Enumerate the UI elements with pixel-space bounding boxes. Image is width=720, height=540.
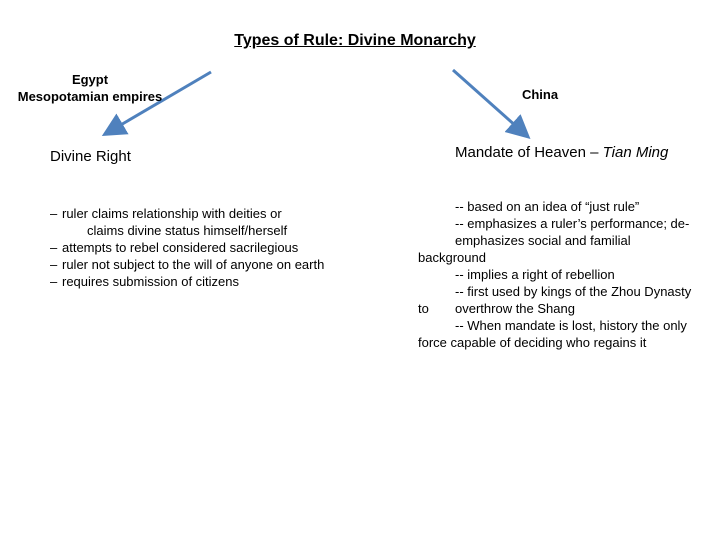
list-item xyxy=(50,205,360,222)
left-region-label xyxy=(10,71,170,105)
left-region-line1: Egypt xyxy=(71,72,109,87)
right-region-label: China xyxy=(521,87,559,102)
list-dash: – xyxy=(50,257,58,272)
list-item-text: ruler claims relationship with deities or xyxy=(62,206,282,221)
right-text-block xyxy=(418,198,718,351)
right-heading-main: Mandate of Heaven – xyxy=(455,144,603,161)
right-heading-emphasis: Tian Ming xyxy=(602,144,669,161)
text-line: -- implies a right of rebellion xyxy=(455,267,615,282)
left-list xyxy=(50,205,360,290)
list-dash: – xyxy=(50,206,58,221)
text-line-lead: to xyxy=(418,301,429,316)
text-line: -- based on an idea of “just rule” xyxy=(455,199,640,214)
list-dash: – xyxy=(50,240,58,255)
text-line-rest: overthrow the Shang xyxy=(455,301,575,316)
list-item-continuation: claims divine status himself/herself xyxy=(87,223,288,238)
list-item xyxy=(50,256,360,273)
text-line: -- emphasizes a ruler’s performance; de- xyxy=(455,216,690,231)
left-region-line2: Mesopotamian empires xyxy=(17,89,163,104)
text-line: -- When mandate is lost, history the only xyxy=(455,318,687,333)
list-dash: – xyxy=(50,274,58,289)
right-heading xyxy=(455,144,668,161)
list-item-text: attempts to rebel considered sacrilegious xyxy=(62,240,299,255)
left-heading: Divine Right xyxy=(50,148,131,165)
list-item xyxy=(50,239,360,256)
list-item xyxy=(50,273,360,290)
right-arrow xyxy=(453,70,526,135)
text-line: emphasizes social and familial xyxy=(455,233,631,248)
text-line xyxy=(418,300,718,317)
text-line: force capable of deciding who regains it xyxy=(418,335,647,350)
text-line: -- first used by kings of the Zhou Dynasty xyxy=(455,284,692,299)
text-line: background xyxy=(418,250,486,265)
page-title: Types of Rule: Divine Monarchy xyxy=(234,32,476,49)
list-item-text: requires submission of citizens xyxy=(62,274,240,289)
list-item-text: ruler not subject to the will of anyone on earth xyxy=(62,257,325,272)
